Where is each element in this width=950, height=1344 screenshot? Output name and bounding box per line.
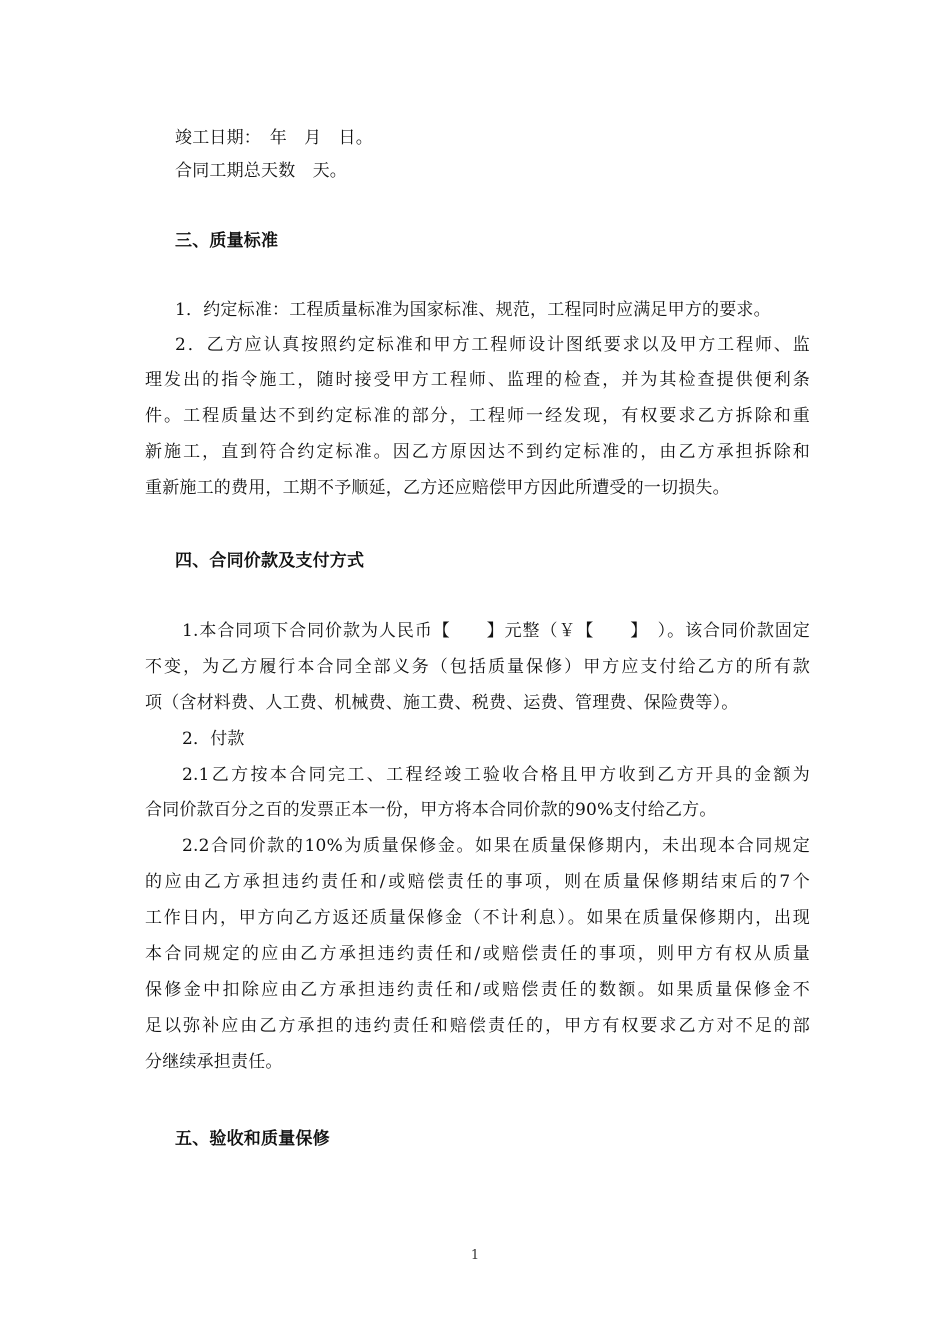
total-days-line: 合同工期总天数 天。 (175, 161, 347, 181)
section-3-paragraph-1: 1．约定标准：工程质量标准为国家标准、规范，工程同时应满足甲方的要求。 (175, 300, 771, 320)
section-4-paragraph-4-line: 足以弥补应由乙方承担的违约责任和赔偿责任的，甲方有权要求乙方对不足的部 (145, 1016, 810, 1036)
section-4-heading: 四、合同价款及支付方式 (175, 551, 365, 571)
page-number: 1 (470, 1248, 480, 1263)
section-4-paragraph-4-line: 保修金中扣除应由乙方承担违约责任和/或赔偿责任的数额。如果质量保修金不 (145, 980, 810, 1000)
section-4-payment-label: 2．付款 (182, 729, 245, 749)
section-4-paragraph-1-line: 项（含材料费、人工费、机械费、施工费、税费、运费、管理费、保险费等）。 (145, 693, 739, 713)
section-4-paragraph-4-line: 分继续承担责任。 (145, 1052, 283, 1072)
section-3-paragraph-2-line: 新施工，直到符合约定标准。因乙方原因达不到约定标准的，由乙方承担拆除和 (145, 442, 810, 462)
section-4-paragraph-4-line: 工作日内，甲方向乙方返还质量保修金（不计利息）。如果在质量保修期内，出现 (145, 908, 810, 928)
section-3-paragraph-2-line: 件。工程质量达不到约定标准的部分，工程师一经发现，有权要求乙方拆除和重 (145, 406, 810, 426)
section-4-paragraph-4-line: 本合同规定的应由乙方承担违约责任和/或赔偿责任的事项，则甲方有权从质量 (145, 944, 810, 964)
section-4-paragraph-3-line: 2.1乙方按本合同完工、工程经竣工验收合格且甲方收到乙方开具的金额为 (182, 765, 810, 785)
section-5-heading: 五、验收和质量保修 (175, 1129, 330, 1149)
section-4-paragraph-1-line: 1.本合同项下合同价款为人民币【 】元整（￥【 】 ）。该合同价款固定 (182, 621, 810, 641)
section-4-paragraph-4-line: 2.2合同价款的10%为质量保修金。如果在质量保修期内，未出现本合同规定 (182, 836, 810, 856)
section-3-paragraph-2-line: 重新施工的费用，工期不予顺延，乙方还应赔偿甲方因此所遭受的一切损失。 (145, 478, 730, 498)
section-3-paragraph-2-line: 2．乙方应认真按照约定标准和甲方工程师设计图纸要求以及甲方工程师、监 (175, 335, 810, 355)
section-3-paragraph-2-line: 理发出的指令施工，随时接受甲方工程师、监理的检查，并为其检查提供便利条 (145, 370, 810, 390)
section-3-heading: 三、质量标准 (175, 231, 279, 251)
section-4-paragraph-4-line: 的应由乙方承担违约责任和/或赔偿责任的事项，则在质量保修期结束后的7个 (145, 872, 810, 892)
section-4-paragraph-3-line: 合同价款百分之百的发票正本一份，甲方将本合同价款的90%支付给乙方。 (145, 800, 717, 820)
section-4-paragraph-1-line: 不变，为乙方履行本合同全部义务（包括质量保修）甲方应支付给乙方的所有款 (145, 657, 810, 677)
completion-date-line: 竣工日期： 年 月 日。 (175, 128, 373, 148)
